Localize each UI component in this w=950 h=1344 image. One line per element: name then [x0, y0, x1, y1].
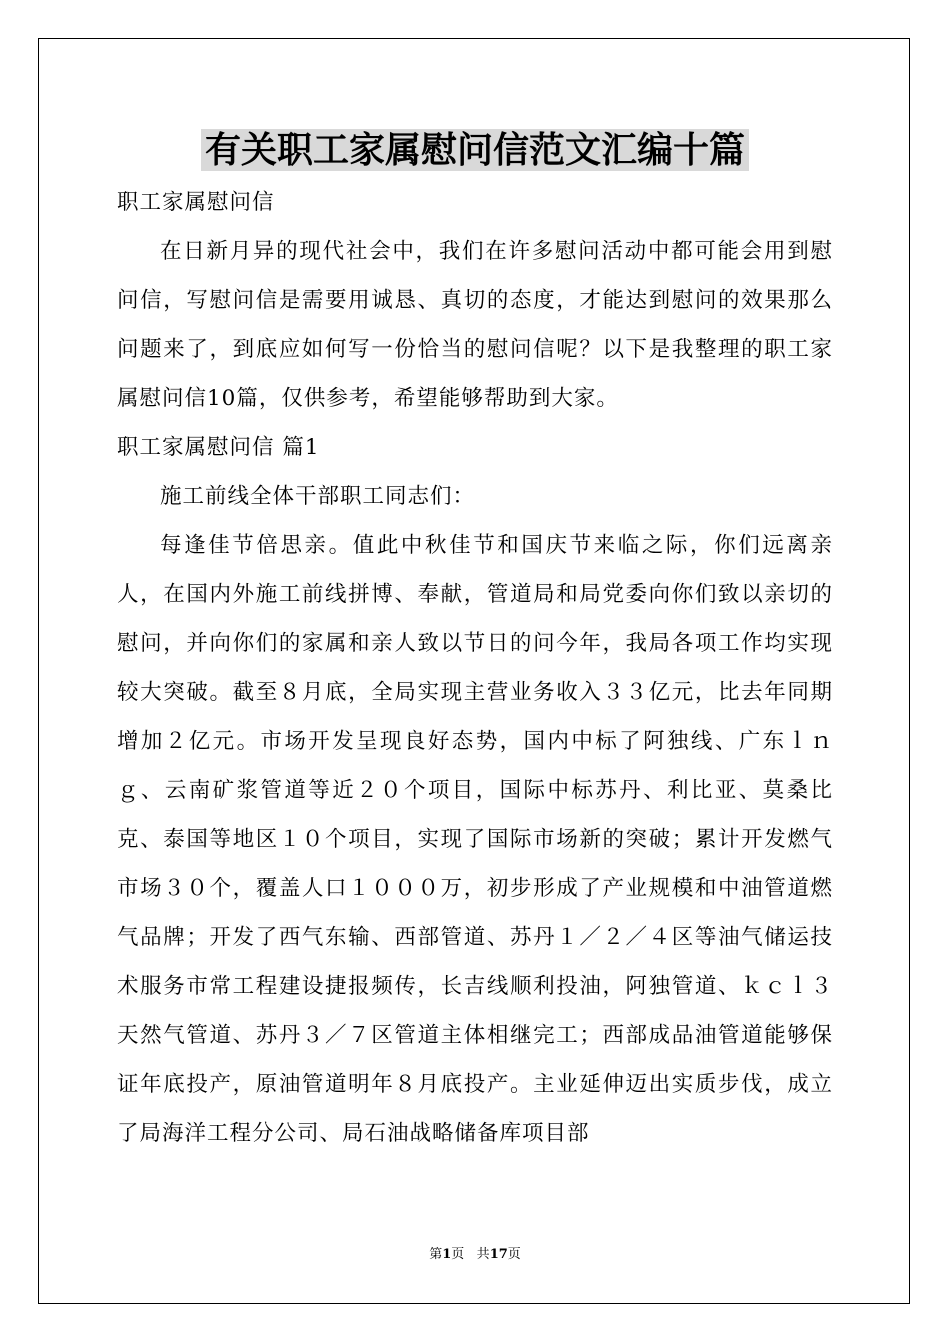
- document-body: [117, 178, 833, 1158]
- intro-paragraph: 在日新月异的现代社会中，我们在许多慰问活动中都可能会用到慰问信，写慰问信是需要用诚恳、真切的态度，才能达到慰问的效果那么问题来了，到底应如何写一份恰当的慰问信呢？以下是我整理的职工家属慰问信10篇，仅供参考，希望能够帮助到大家。: [117, 239, 833, 411]
- section-heading: 职工家属慰问信: [117, 190, 275, 215]
- body-paragraph: 每逢佳节倍思亲。值此中秋佳节和国庆节来临之际，你们远离亲人，在国内外施工前线拼博、奉献，管道局和局党委向你们致以亲切的慰问，并向你们的家属和亲人致以节日的问今年，我局各项工作均实现较大突破。截至８月底，全局实现主营业务收入３３亿元，比去年同期增加２亿元。市场开发呈现良好态势，国内中标了阿独线、广东ｌｎｇ、云南矿浆管道等近２０个项目，国际中标苏丹、利比亚、莫桑比克、泰国等地区１０个项目，实现了国际市场新的突破；累计开发燃气市场３０个，覆盖人口１０００万，初步形成了产业规模和中油管道燃气品牌；开发了西气东输、西部管道、苏丹１／２／４区等油气储运技术服务市常工程建设捷报频传，长吉线顺利投油，阿独管道、ｋｃｌ３天然气管道、苏丹３／７区管道主体相继完工；西部成品油管道能够保证年底投产，原油管道明年８月底投产。主业延伸迈出实质步伐，成立了局海洋工程分公司、局石油战略储备库项目部: [117, 533, 833, 1146]
- footer-prefix: 第: [429, 1247, 443, 1262]
- page-footer: [0, 1246, 950, 1264]
- footer-total-unit: 页: [507, 1247, 521, 1262]
- salutation: 施工前线全体干部职工同志们：: [160, 484, 476, 509]
- document-title-text: 有关职工家属慰问信范文汇编十篇: [201, 129, 749, 171]
- article-heading: 职工家属慰问信 篇1: [117, 435, 320, 460]
- footer-total-pages: 17: [489, 1247, 508, 1262]
- footer-page-number: 1: [442, 1247, 452, 1262]
- document-title: [0, 126, 950, 174]
- footer-page-unit: 页: [451, 1247, 465, 1262]
- footer-total-prefix: 共: [476, 1247, 490, 1262]
